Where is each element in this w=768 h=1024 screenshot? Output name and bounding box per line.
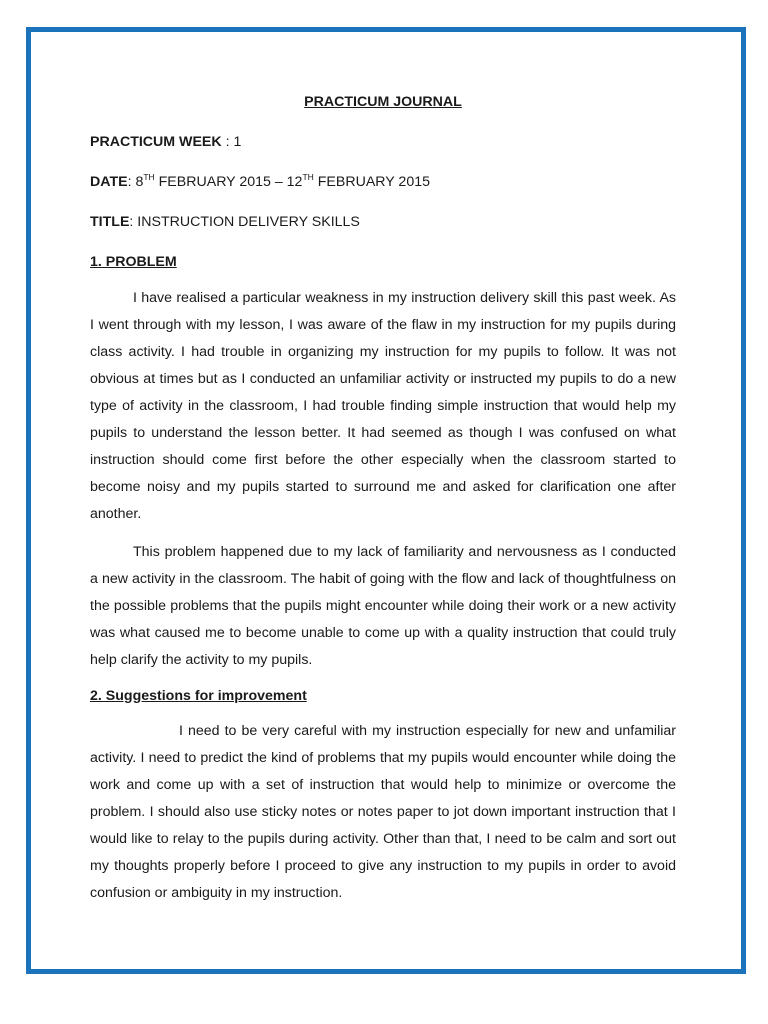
date-start-rest: FEBRUARY 2015 – 12 (154, 174, 303, 190)
practicum-week-value: : 1 (221, 134, 242, 150)
practicum-week-line (90, 132, 676, 152)
title-line (90, 212, 676, 232)
title-label: TITLE (90, 214, 130, 230)
date-start-day: 8 (135, 174, 144, 190)
improvement-heading: 2. Suggestions for improvement (90, 688, 307, 704)
journal-content (90, 92, 676, 907)
date-line: DATE: 8TH FEBRUARY 2015 – 12TH FEBRUARY 2015 (90, 172, 430, 190)
title-value: : INSTRUCTION DELIVERY SKILLS (129, 214, 360, 230)
date-end-rest: FEBRUARY 2015 (313, 174, 430, 190)
problem-paragraph-1: I have realised a particular weakness in my instruction delivery skill this past week. As I went through with my lesson, I was aware of the flaw in my instruction for my pupils during class activity. I had trouble in organizing my instruction for my pupils to follow. It was not obvious at times but as I conducted an unfamiliar activity or instructed my pupils to do a new type of activity in the classroom, I had trouble finding simple instruction that would help my pupils to understand the lesson better. It had seemed as though I was confused on what instruction should come first before the other especially when the classroom started to become noisy and my pupils started to surround me and asked for clarification one after another. (90, 290, 676, 522)
improvement-paragraph-1: I need to be very careful with my instruction especially for new and unfamiliar activity. I need to predict the kind of problems that my pupils would encounter while doing the work and come up with a set of instruction that would help to minimize or overcome the problem. I should also use sticky notes or notes paper to jot down important instruction that I would like to relay to the pupils during activity. Other than that, I need to be calm and sort out my thoughts properly before I proceed to give any instruction to my pupils in order to avoid confusion or ambiguity in my instruction. (90, 723, 676, 901)
date-end-suffix: TH (302, 172, 314, 182)
date-label: DATE (90, 174, 128, 190)
document-title: PRACTICUM JOURNAL (304, 94, 462, 110)
date-start-suffix: TH (143, 172, 155, 182)
problem-paragraph-2: This problem happened due to my lack of familiarity and nervousness as I conducted a new activity in the classroom. The habit of going with the flow and lack of thoughtfulness on the possible problems that the pupils might encounter while doing their work or a new activity was what caused me to become unable to come up with a quality instruction that could truly help clarify the activity to my pupils. (90, 544, 676, 668)
practicum-week-label: PRACTICUM WEEK (90, 134, 222, 150)
problem-heading: 1. PROBLEM (90, 254, 177, 270)
